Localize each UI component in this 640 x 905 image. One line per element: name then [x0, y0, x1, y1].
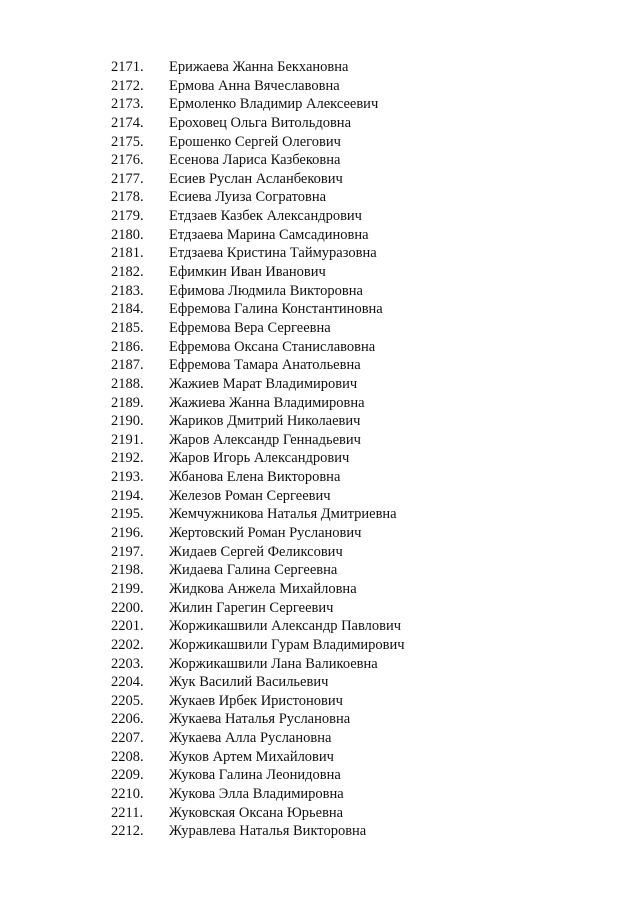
entry-full-name: Жуковская Оксана Юрьевна	[169, 804, 344, 821]
entry-number: 2194.	[111, 487, 144, 504]
list-item	[0, 673, 640, 692]
entry-full-name: Ермоленко Владимир Алексеевич	[169, 96, 379, 113]
entry-full-name: Жукова Галина Леонидовна	[169, 767, 341, 784]
list-item	[0, 505, 640, 524]
entry-full-name: Жариков Дмитрий Николаевич	[169, 413, 361, 430]
entry-full-name: Жаров Александр Геннадьевич	[169, 431, 361, 448]
list-item	[0, 580, 640, 599]
list-item	[0, 785, 640, 804]
entry-number: 2207.	[111, 730, 144, 747]
entry-full-name: Жоржикашвили Гурам Владимирович	[169, 636, 405, 653]
list-item	[0, 655, 640, 674]
entry-number: 2176.	[111, 152, 144, 169]
list-item	[0, 748, 640, 767]
list-item	[0, 636, 640, 655]
entry-number: 2202.	[111, 636, 144, 653]
entry-number: 2206.	[111, 711, 144, 728]
entry-number: 2199.	[111, 580, 144, 597]
entry-full-name: Етдзаева Кристина Таймуразовна	[169, 245, 377, 262]
entry-number: 2181.	[111, 245, 144, 262]
entry-number: 2188.	[111, 375, 144, 392]
list-item	[0, 226, 640, 245]
entry-number: 2190.	[111, 413, 144, 430]
list-item	[0, 188, 640, 207]
list-item	[0, 599, 640, 618]
list-item	[0, 244, 640, 263]
entry-full-name: Жертовский Роман Русланович	[169, 525, 362, 542]
entry-full-name: Железов Роман Сергеевич	[169, 487, 331, 504]
entry-number: 2177.	[111, 170, 144, 187]
entry-full-name: Ерижаева Жанна Бекхановна	[169, 59, 349, 75]
list-item	[0, 561, 640, 580]
entry-full-name: Етдзаева Марина Самсадиновна	[169, 226, 369, 243]
entry-number: 2187.	[111, 357, 144, 374]
list-item	[0, 58, 640, 77]
entry-full-name: Жаров Игорь Александрович	[169, 450, 350, 467]
entry-number: 2171.	[111, 59, 144, 75]
entry-number: 2175.	[111, 133, 144, 150]
entry-number: 2183.	[111, 282, 144, 299]
list-item	[0, 375, 640, 394]
entry-full-name: Ефремова Оксана Станиславовна	[169, 338, 376, 355]
entry-number: 2210.	[111, 785, 144, 802]
entry-full-name: Жукова Элла Владимировна	[169, 785, 344, 802]
entry-full-name: Ероховец Ольга Витольдовна	[169, 114, 352, 131]
list-item	[0, 412, 640, 431]
entry-number: 2201.	[111, 618, 144, 635]
entry-number: 2184.	[111, 301, 144, 318]
list-item	[0, 77, 640, 96]
entry-number: 2208.	[111, 748, 144, 765]
entry-full-name: Жукаев Ирбек Иристонович	[169, 692, 343, 709]
entry-number: 2195.	[111, 506, 144, 523]
entry-full-name: Ефремова Галина Константиновна	[169, 301, 383, 318]
list-item	[0, 449, 640, 468]
list-item	[0, 114, 640, 133]
list-item	[0, 822, 640, 841]
entry-full-name: Ерошенко Сергей Олегович	[169, 133, 341, 150]
list-item	[0, 133, 640, 152]
entry-number: 2173.	[111, 96, 144, 113]
entry-full-name: Жукаева Алла Руслановна	[169, 730, 332, 747]
entry-full-name: Ермова Анна Вячеславовна	[169, 77, 340, 94]
entry-number: 2200.	[111, 599, 144, 616]
entry-full-name: Жукаева Наталья Руслановна	[169, 711, 351, 728]
list-item	[0, 207, 640, 226]
entry-full-name: Жоржикашвили Александр Павлович	[169, 618, 402, 635]
entry-number: 2205.	[111, 692, 144, 709]
list-item	[0, 524, 640, 543]
entry-full-name: Жук Василий Васильевич	[169, 674, 329, 691]
list-item	[0, 263, 640, 282]
entry-number: 2203.	[111, 655, 144, 672]
entry-full-name: Жидаева Галина Сергеевна	[169, 562, 338, 579]
entry-number: 2186.	[111, 338, 144, 355]
entry-number: 2178.	[111, 189, 144, 206]
entry-full-name: Жидкова Анжела Михайловна	[169, 580, 357, 597]
list-item	[0, 487, 640, 506]
list-item	[0, 170, 640, 189]
list-item	[0, 543, 640, 562]
entry-full-name: Ефремова Вера Сергеевна	[169, 319, 331, 336]
entry-number: 2179.	[111, 208, 144, 225]
entry-full-name: Жоржикашвили Лана Валикоевна	[169, 655, 378, 672]
list-item	[0, 282, 640, 301]
entry-full-name: Есиев Руслан Асланбекович	[169, 170, 343, 187]
entry-full-name: Журавлева Наталья Викторовна	[169, 823, 367, 840]
entry-full-name: Жажиева Жанна Владимировна	[169, 394, 365, 411]
list-item	[0, 356, 640, 375]
entry-full-name: Ефремова Тамара Анатольевна	[169, 357, 361, 374]
entry-number: 2182.	[111, 264, 144, 281]
entry-number: 2172.	[111, 77, 144, 94]
entry-full-name: Жидаев Сергей Феликсович	[169, 543, 343, 560]
list-item	[0, 766, 640, 785]
entry-full-name: Жуков Артем Михайлович	[169, 748, 334, 765]
entry-full-name: Жилин Гарегин Сергеевич	[169, 599, 334, 616]
list-item	[0, 394, 640, 413]
entry-full-name: Жажиев Марат Владимирович	[169, 375, 358, 392]
entry-full-name: Етдзаев Казбек Александрович	[169, 208, 362, 225]
list-item	[0, 151, 640, 170]
list-item	[0, 710, 640, 729]
entry-full-name: Ефимкин Иван Иванович	[169, 264, 326, 281]
list-item	[0, 804, 640, 823]
list-item	[0, 338, 640, 357]
entry-number: 2209.	[111, 767, 144, 784]
list-item	[0, 692, 640, 711]
list-item	[0, 95, 640, 114]
entry-number: 2197.	[111, 543, 144, 560]
entry-number: 2198.	[111, 562, 144, 579]
entry-full-name: Жемчужникова Наталья Дмитриевна	[169, 506, 397, 523]
entry-number: 2192.	[111, 450, 144, 467]
list-item	[0, 300, 640, 319]
entry-number: 2191.	[111, 431, 144, 448]
list-item	[0, 319, 640, 338]
list-item	[0, 729, 640, 748]
entry-number: 2204.	[111, 674, 144, 691]
entry-number: 2193.	[111, 469, 144, 486]
entry-number: 2174.	[111, 114, 144, 131]
entry-full-name: Есиева Луиза Согратовна	[169, 189, 327, 206]
entry-number: 2196.	[111, 525, 144, 542]
list-item	[0, 468, 640, 487]
entry-number: 2212.	[111, 823, 144, 840]
entry-number: 2180.	[111, 226, 144, 243]
entry-number: 2211.	[111, 804, 144, 821]
entry-full-name: Ефимова Людмила Викторовна	[169, 282, 363, 299]
entry-full-name: Есенова Лариса Казбековна	[169, 152, 341, 169]
entry-number: 2185.	[111, 319, 144, 336]
list-item	[0, 431, 640, 450]
entry-number: 2189.	[111, 394, 144, 411]
list-item	[0, 617, 640, 636]
entry-full-name: Жбанова Елена Викторовна	[169, 469, 341, 486]
name-list	[0, 58, 640, 841]
